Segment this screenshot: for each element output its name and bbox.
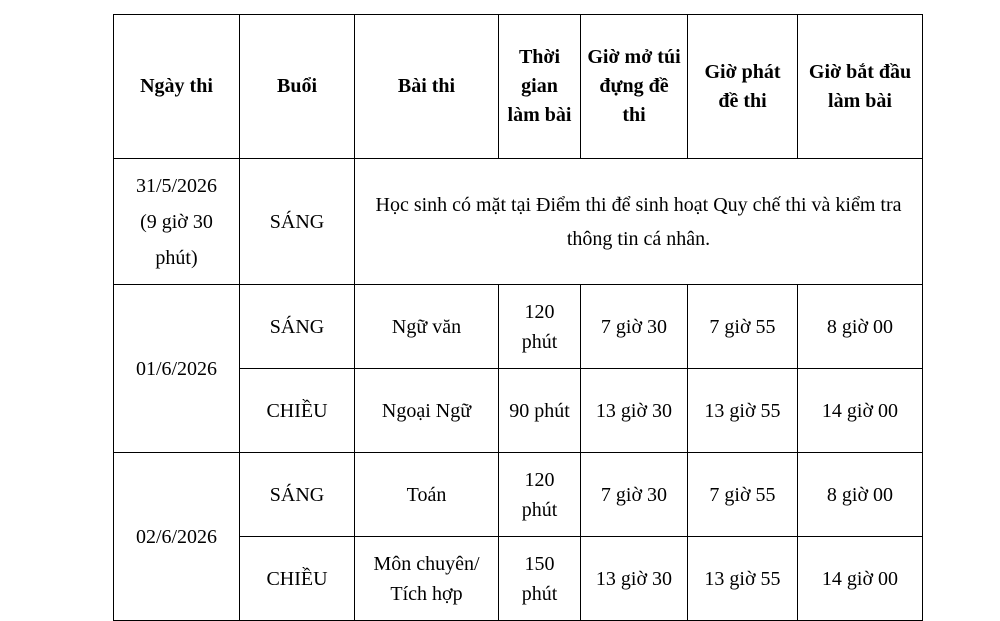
day1-date: 01/6/2026 <box>114 285 240 453</box>
start-cell: 8 giờ 00 <box>798 285 923 369</box>
orientation-session: SÁNG <box>240 159 355 285</box>
hand-out-cell: 7 giờ 55 <box>688 453 798 537</box>
duration-cell: 120 phút <box>499 453 581 537</box>
open-bag-cell: 13 giờ 30 <box>581 537 688 621</box>
duration-cell: 150 phút <box>499 537 581 621</box>
open-bag-cell: 7 giờ 30 <box>581 453 688 537</box>
subject-cell: Toán <box>355 453 499 537</box>
header-hand-out-time: Giờ phát đề thi <box>688 15 798 159</box>
start-cell: 14 giờ 00 <box>798 369 923 453</box>
session-cell: CHIỀU <box>240 537 355 621</box>
orientation-time-note: (9 giờ 30 phút) <box>140 210 213 269</box>
table-row-orientation <box>114 159 923 285</box>
session-cell: CHIỀU <box>240 369 355 453</box>
duration-cell: 120 phút <box>499 285 581 369</box>
open-bag-cell: 7 giờ 30 <box>581 285 688 369</box>
orientation-date: 31/5/2026 <box>135 174 218 197</box>
subject-cell: Môn chuyên/ Tích hợp <box>355 537 499 621</box>
subject-cell: Ngoại Ngữ <box>355 369 499 453</box>
start-cell: 8 giờ 00 <box>798 453 923 537</box>
header-start-time: Giờ bắt đầu làm bài <box>798 15 923 159</box>
start-cell: 14 giờ 00 <box>798 537 923 621</box>
hand-out-cell: 13 giờ 55 <box>688 369 798 453</box>
session-cell: SÁNG <box>240 285 355 369</box>
day2-date: 02/6/2026 <box>114 453 240 621</box>
header-session: Buổi <box>240 15 355 159</box>
hand-out-cell: 7 giờ 55 <box>688 285 798 369</box>
duration-cell: 90 phút <box>499 369 581 453</box>
header-date: Ngày thi <box>114 15 240 159</box>
session-cell: SÁNG <box>240 453 355 537</box>
exam-schedule-table <box>113 14 923 621</box>
header-open-bag-time: Giờ mở túi đựng đề thi <box>581 15 688 159</box>
subject-cell: Ngữ văn <box>355 285 499 369</box>
open-bag-cell: 13 giờ 30 <box>581 369 688 453</box>
header-subject: Bài thi <box>355 15 499 159</box>
table-row <box>114 285 923 369</box>
table-row <box>114 453 923 537</box>
orientation-notice: Học sinh có mặt tại Điểm thi để sinh hoạt Quy chế thi và kiểm tra thông tin cá nhân. <box>355 159 923 285</box>
header-duration: Thời gian làm bài <box>499 15 581 159</box>
hand-out-cell: 13 giờ 55 <box>688 537 798 621</box>
orientation-date-cell <box>114 159 240 285</box>
header-row <box>114 15 923 159</box>
